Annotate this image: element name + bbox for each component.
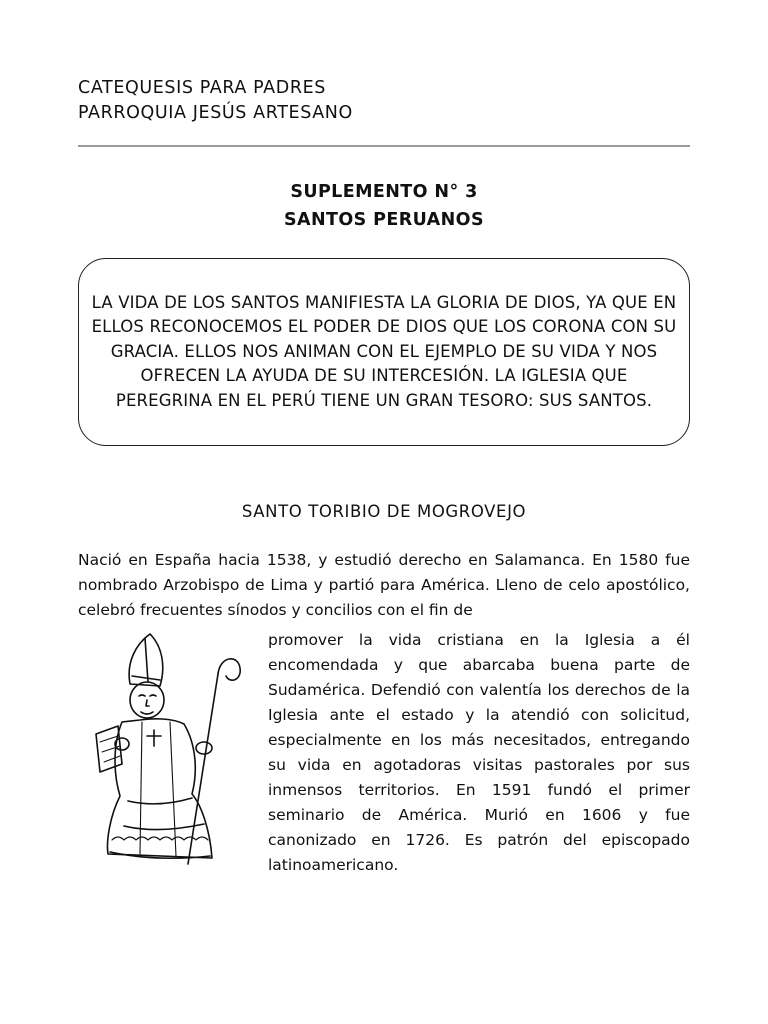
bishop-saint-drawing-icon: [92, 626, 252, 876]
intro-callout-text: LA VIDA DE LOS SANTOS MANIFIESTA LA GLORIA DE DIOS, YA QUE EN ELLOS RECONOCEMOS EL PODER DE DIOS QUE LOS CORONA CON SU GRACIA. ELLOS NOS ANIMAN CON EL EJEMPLO DE SU VIDA Y NOS OFRECEN LA AYUDA DE SU INTERCESIÓN. LA IGLESIA QUE PEREGRINA EN EL PERÚ TIENE UN GRAN TESORO: SUS SANTOS.: [91, 292, 677, 410]
document-titles: [0, 178, 768, 234]
header-parish: PARROQUIA JESÚS ARTESANO: [78, 103, 353, 123]
biography-continued: promover la vida cristiana en la Iglesia a él encomendada y que abarcaba buena parte de Sudamérica. Defendió con valentía los derechos de la Iglesia ante el estado y la atendió con solicitud, especialmente en los más necesitados, entregando su vida en agotadoras visitas pastorales por sus inmensos territorios. En 1591 fundó el primer seminario de América. Murió en 1606 y fue canonizado en 1726. Es patrón del episcopado latinoamericano.: [268, 631, 690, 874]
subject-title: SANTOS PERUANOS: [284, 210, 484, 230]
saint-heading: SANTO TORIBIO DE MOGROVEJO: [241, 502, 527, 521]
header-catechesis: CATEQUESIS PARA PADRES: [78, 78, 326, 98]
header-divider: [78, 145, 690, 147]
biography-intro: Nació en España hacia 1538, y estudió derecho en Salamanca. En 1580 fue nombrado Arzobispo de Lima y partió para América. Lleno de celo apostólico, celebró frecuentes sínodos y concilios con el fin de: [78, 551, 690, 619]
supplement-title: SUPLEMENTO N° 3: [290, 182, 478, 202]
document-header: [78, 76, 353, 126]
intro-callout-box: [78, 258, 690, 446]
